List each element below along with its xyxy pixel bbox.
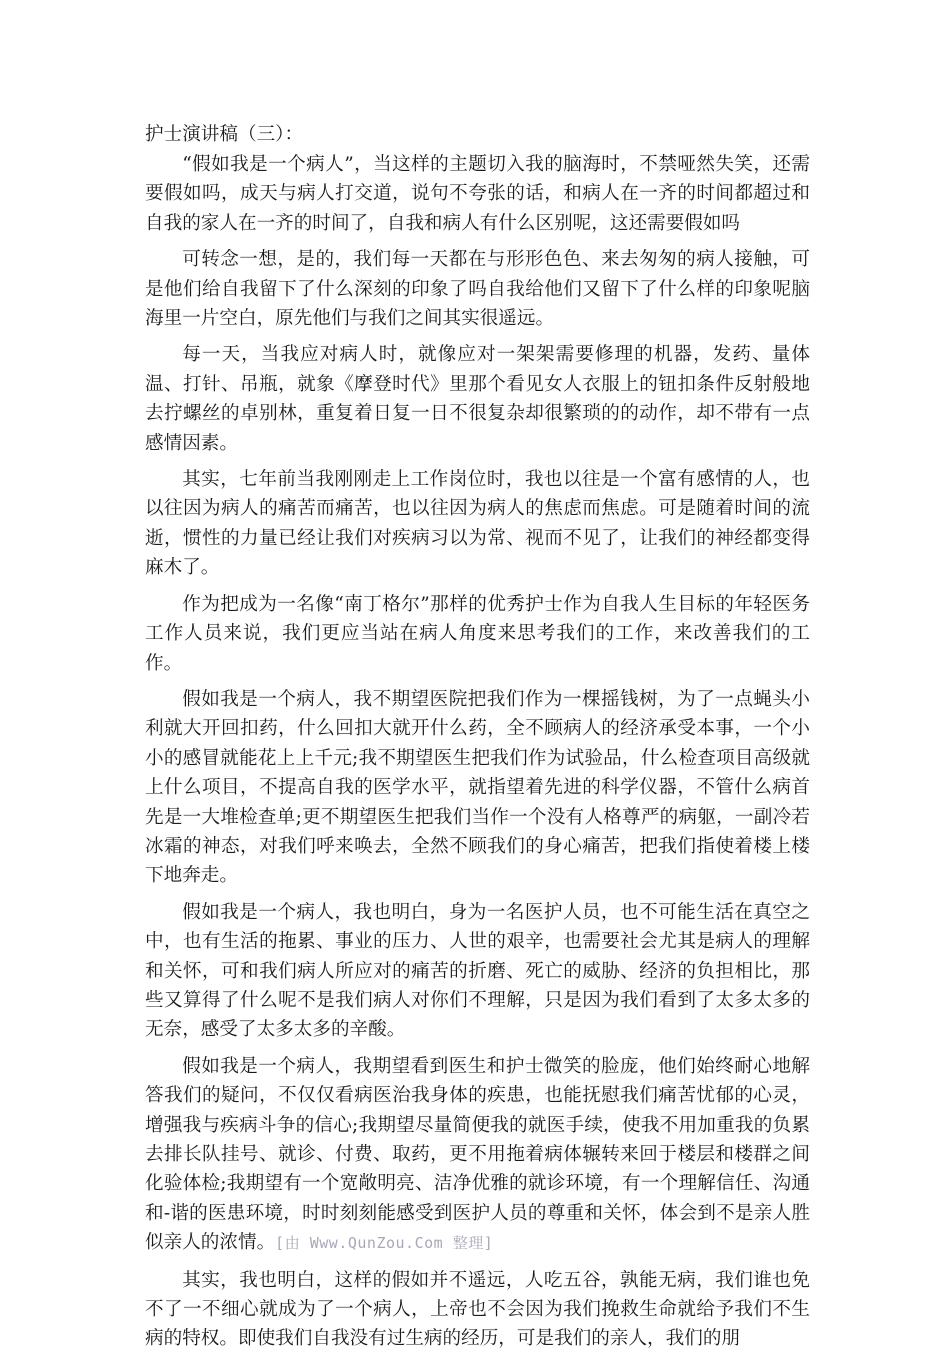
- document-page: [145, 120, 810, 1361]
- paragraph-1: “假如我是一个病人”，当这样的主题切入我的脑海时，不禁哑然失笑，还需要假如吗，成天与病人打交道，说句不夸张的话，和病人在一齐的时间都超过和自我的家人在一齐的时间了，自我和病人有什么区别呢，这还需要假如吗: [145, 154, 810, 234]
- paragraph-4: 其实，七年前当我刚刚走上工作岗位时，我也以往是一个富有感情的人，也以往因为病人的痛苦而痛苦，也以往因为病人的焦虑而焦虑。可是随着时间的流逝，惯性的力量已经让我们对疾病习以为常、视而不见了，让我们的神经都变得麻木了。: [145, 469, 810, 579]
- document-heading: 护士演讲稿（三）：: [145, 124, 304, 145]
- paragraph-8: [145, 1052, 810, 1259]
- paragraph-3: 每一天，当我应对病人时，就像应对一架架需要修理的机器，发药、量体温、打针、吊瓶，就象《摩登时代》里那个看见女人衣服上的钮扣条件反射般地去拧螺丝的卓别林，重复着日复一日不很复杂却很繁琐的的动作，却不带有一点感情因素。: [145, 344, 810, 454]
- paragraph-6: 假如我是一个病人，我不期望医院把我们作为一棵摇钱树，为了一点蝇头小利就大开回扣药，什么回扣大就开什么药，全不顾病人的经济承受本事，一个小小的感冒就能花上上千元;我不期望医生把我们作为试验品，什么检查项目高级就上什么项目，不提高自我的医学水平，就指望着先进的科学仪器，不管什么病首先是一大堆检查单;更不期望医生把我们当作一个没有人格尊严的病躯，一副冷若冰霜的神态，对我们呼来唤去，全然不顾我们的身心痛苦，把我们指使着楼上楼下地奔走。: [145, 688, 810, 887]
- paragraph-8-text: 假如我是一个病人，我期望看到医生和护士微笑的脸庞，他们始终耐心地解答我们的疑问，不仅仅看病医治我身体的疾患，也能抚慰我们痛苦忧郁的心灵，增强我与疾病斗争的信心;我期望尽量简便我的就医手续，使我不用加重我的负累去排长队挂号、就诊、付费、取药，更不用拖着病体辗转来回于楼层和楼群之间化验体检;我期望有一个宽敞明亮、洁净优雅的就诊环境，有一个理解信任、沟通和-谐的医患环境，时时刻刻能感受到医护人员的尊重和关怀，体会到不是亲人胜似亲人的浓情。: [145, 1055, 810, 1254]
- paragraph-9: 其实，我也明白，这样的假如并不遥远，人吃五谷，孰能无病，我们谁也免不了一不细心就成为了一个病人，上帝也不会因为我们挽救生命就给予我们不生病的特权。即使我们自我没有过生病的经历，可是我们的亲人，我们的朋: [145, 1269, 810, 1350]
- paragraph-7: 假如我是一个病人，我也明白，身为一名医护人员，也不可能生活在真空之中，也有生活的拖累、事业的压力、人世的艰辛，也需要社会尤其是病人的理解和关怀，可和我们病人所应对的痛苦的折磨、死亡的威胁、经济的负担相比，那些又算得了什么呢不是我们病人对你们不理解，只是因为我们看到了太多太多的无奈，感受了太多太多的辛酸。: [145, 901, 810, 1041]
- paragraph-2: 可转念一想，是的，我们每一天都在与形形色色、来去匆匆的病人接触，可是他们给自我留下了什么深刻的印象了吗自我给他们又留下了什么样的印象呢脑海里一片空白，原先他们与我们之间其实很遥远。: [145, 249, 810, 330]
- watermark-text: [由 Www.QunZou.Com 整理]: [275, 1234, 494, 1253]
- paragraph-5: 作为把成为一名像“南丁格尔”那样的优秀护士作为自我人生目标的年轻医务工作人员来说，我们更应当站在病人角度来思考我们的工作，来改善我们的工作。: [145, 593, 810, 674]
